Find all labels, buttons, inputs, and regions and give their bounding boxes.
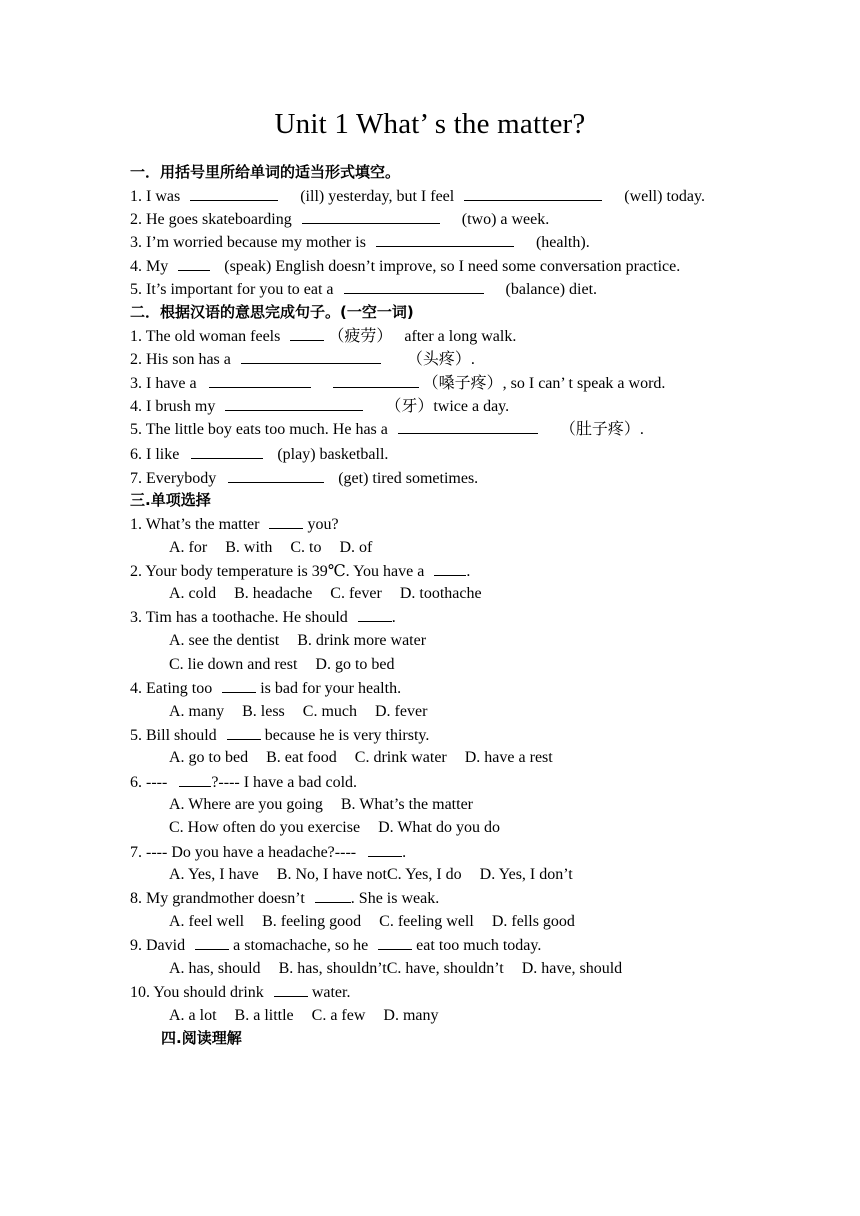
part3-question-2-options xyxy=(169,584,482,604)
option[interactable]: B. eat food xyxy=(266,749,337,766)
option[interactable]: C. drink water xyxy=(354,749,447,766)
part3-question-1-options xyxy=(169,538,372,558)
part3-question-3-options-a xyxy=(169,631,426,651)
part1-question-5: 5. It’s important for you to eat a (balance) diet. xyxy=(130,281,598,298)
option[interactable]: A. Where are you going xyxy=(169,796,323,813)
answer-blank xyxy=(179,772,211,787)
option[interactable]: B. a little xyxy=(234,1007,294,1024)
answer-blank xyxy=(378,935,412,950)
answer-blank xyxy=(241,349,381,364)
part3-question-6-options-b xyxy=(169,818,500,838)
part3-question-9: 9. David a stomachache, so he eat too much today. xyxy=(130,937,542,954)
option[interactable]: B. drink more water xyxy=(297,632,427,649)
option[interactable]: B. less xyxy=(242,703,285,720)
part2-question-1: 1. The old woman feels （疲劳） after a long walk. xyxy=(130,328,517,345)
part3-question-4-options xyxy=(169,702,427,722)
answer-blank xyxy=(269,514,303,529)
answer-blank xyxy=(178,256,210,271)
part3-question-10-options xyxy=(169,1006,439,1026)
option[interactable]: B. What’s the matter xyxy=(340,796,473,813)
option[interactable]: B. feeling good xyxy=(262,913,362,930)
option[interactable]: A. go to bed xyxy=(169,749,249,766)
option[interactable]: D. Yes, I don’t xyxy=(479,866,573,883)
part3-question-2: 2. Your body temperature is 39℃. You have a . xyxy=(130,563,471,580)
section-1-heading: 一．用括号里所给单词的适当形式填空。 xyxy=(130,163,401,181)
part3-question-7-options xyxy=(169,865,573,885)
answer-blank xyxy=(315,888,351,903)
part3-question-7: 7. ---- Do you have a headache?---- . xyxy=(130,844,407,861)
option[interactable]: D. have a rest xyxy=(464,749,553,766)
part3-question-9-options xyxy=(169,959,622,979)
page-title: Unit 1 What’ s the matter? xyxy=(274,108,586,140)
option[interactable]: D. fever xyxy=(375,703,428,720)
answer-blank xyxy=(344,279,484,294)
option[interactable]: A. cold xyxy=(169,585,217,602)
section-4-heading: 四.阅读理解 xyxy=(161,1029,242,1047)
option[interactable]: B. No, I have notC. Yes, I do xyxy=(276,866,462,883)
section-3-heading: 三.单项选择 xyxy=(130,491,211,509)
option[interactable]: A. many xyxy=(169,703,225,720)
part3-question-8: 8. My grandmother doesn’t . She is weak. xyxy=(130,890,440,907)
part2-question-4: 4. I brush my （牙）twice a day. xyxy=(130,398,510,415)
part3-question-10: 10. You should drink water. xyxy=(130,984,351,1001)
option[interactable]: A. see the dentist xyxy=(169,632,280,649)
option[interactable]: D. What do you do xyxy=(378,819,500,836)
answer-blank xyxy=(302,209,440,224)
part2-question-6: 6. I like (play) basketball. xyxy=(130,446,389,463)
answer-blank xyxy=(290,326,324,341)
option[interactable]: C. to xyxy=(290,539,322,556)
part1-question-3: 3. I’m worried because my mother is (health). xyxy=(130,234,590,251)
option[interactable]: D. fells good xyxy=(491,913,575,930)
part2-question-7: 7. Everybody (get) tired sometimes. xyxy=(130,470,479,487)
option[interactable]: D. toothache xyxy=(399,585,482,602)
part1-question-4: 4. My (speak) English doesn’t improve, so I need some conversation practice. xyxy=(130,258,681,275)
answer-blank xyxy=(222,678,256,693)
option[interactable]: A. for xyxy=(169,539,208,556)
answer-blank xyxy=(225,396,363,411)
option[interactable]: C. much xyxy=(302,703,357,720)
option[interactable]: A. has, should xyxy=(169,960,261,977)
part3-question-6-options-a xyxy=(169,795,473,815)
option[interactable]: C. How often do you exercise xyxy=(169,819,361,836)
part2-question-5: 5. The little boy eats too much. He has a （肚子疼）. xyxy=(130,421,644,438)
option[interactable]: A. feel well xyxy=(169,913,245,930)
part3-question-1: 1. What’s the matter you? xyxy=(130,516,339,533)
option[interactable]: A. a lot xyxy=(169,1007,217,1024)
part1-question-2: 2. He goes skateboarding (two) a week. xyxy=(130,211,550,228)
option[interactable]: C. a few xyxy=(311,1007,366,1024)
option[interactable]: D. have, should xyxy=(521,960,623,977)
part3-question-6: 6. ---- ?---- I have a bad cold. xyxy=(130,774,358,791)
part1-question-1: 1. I was (ill) yesterday, but I feel (well) today. xyxy=(130,188,705,205)
part2-question-2: 2. His son has a （头疼）. xyxy=(130,351,475,368)
option[interactable]: D. of xyxy=(339,539,373,556)
option[interactable]: A. Yes, I have xyxy=(169,866,259,883)
answer-blank xyxy=(464,186,602,201)
section-2-heading: 二．根据汉语的意思完成句子。(一空一词) xyxy=(130,303,414,321)
answer-blank xyxy=(358,607,392,622)
option[interactable]: B. with xyxy=(225,539,273,556)
option[interactable]: C. fever xyxy=(330,585,382,602)
part3-question-5: 5. Bill should because he is very thirsty. xyxy=(130,727,430,744)
answer-blank xyxy=(228,468,324,483)
answer-blank xyxy=(191,444,263,459)
option[interactable]: D. many xyxy=(383,1007,439,1024)
part3-question-8-options xyxy=(169,912,575,932)
answer-blank xyxy=(209,373,311,388)
part3-question-4: 4. Eating too is bad for your health. xyxy=(130,680,402,697)
answer-blank xyxy=(190,186,278,201)
answer-blank xyxy=(368,842,402,857)
answer-blank xyxy=(195,935,229,950)
option[interactable]: C. feeling well xyxy=(379,913,474,930)
part2-question-3: 3. I have a （嗓子疼）, so I can’ t speak a word. xyxy=(130,375,666,392)
part3-question-3: 3. Tim has a toothache. He should . xyxy=(130,609,396,626)
answer-blank xyxy=(398,419,538,434)
answer-blank xyxy=(376,232,514,247)
option[interactable]: C. lie down and rest xyxy=(169,656,298,673)
answer-blank xyxy=(274,982,308,997)
option[interactable]: B. headache xyxy=(234,585,313,602)
answer-blank xyxy=(434,561,466,576)
option[interactable]: D. go to bed xyxy=(315,656,395,673)
part3-question-5-options xyxy=(169,748,553,768)
answer-blank xyxy=(333,373,419,388)
answer-blank xyxy=(227,725,261,740)
part3-question-3-options-b xyxy=(169,655,395,675)
option[interactable]: B. has, shouldn’tC. have, shouldn’t xyxy=(278,960,504,977)
